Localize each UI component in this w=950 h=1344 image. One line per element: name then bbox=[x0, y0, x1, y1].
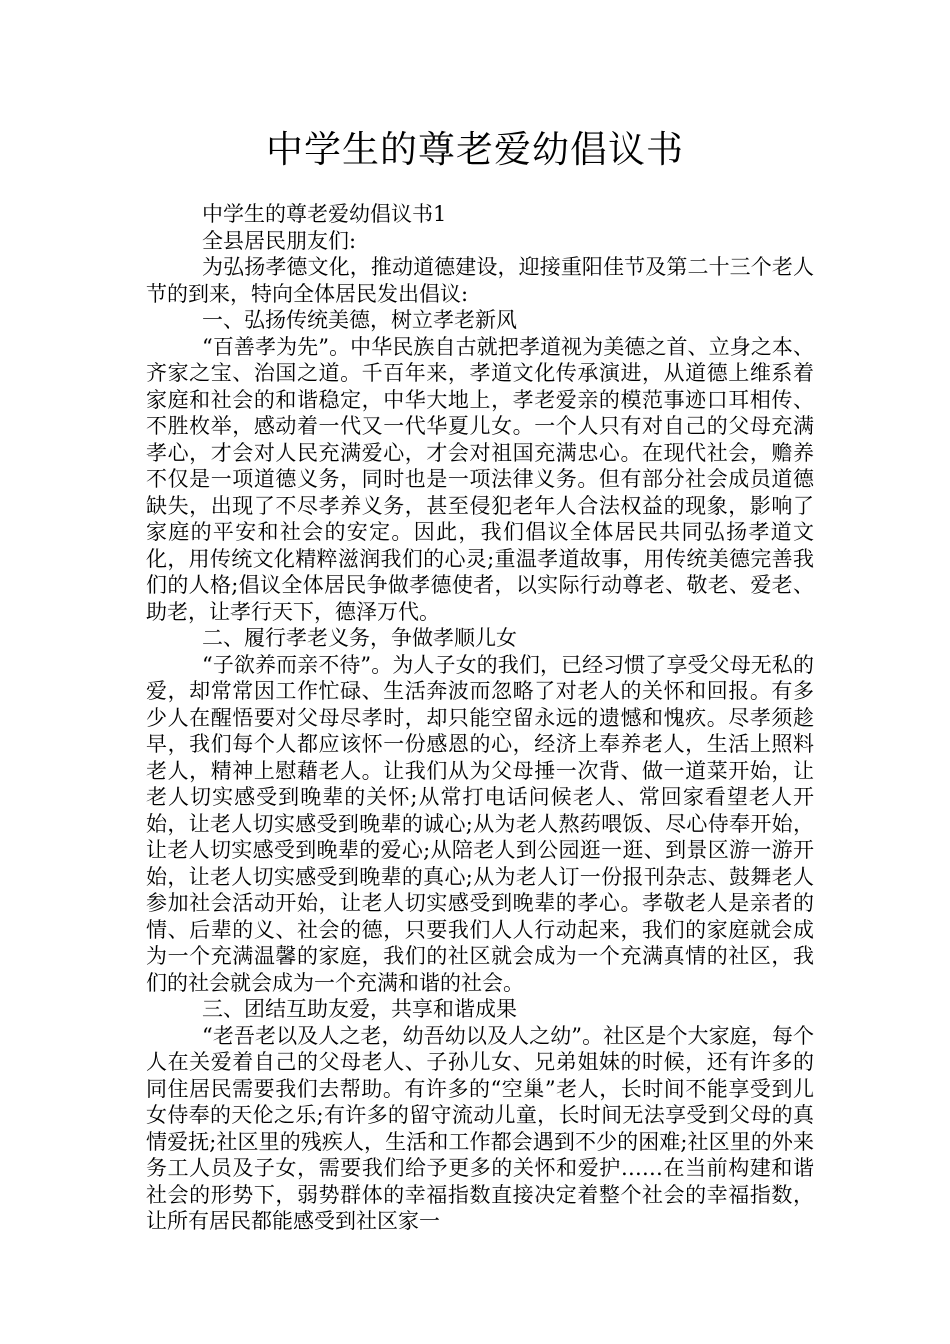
section-paragraph-1: “百善孝为先”。中华民族自古就把孝道视为美德之首、立身之本、齐家之宝、治国之道。千百年来，孝道文化传承演进，从道德上维系着家庭和社会的和谐稳定，中华大地上，孝老爱亲的模范事迹口耳相传、不胜枚举，感动着一代又一代华夏儿女。一个人只有对自己的父母充满孝心，才会对人民充满爱心，才会对祖国充满忠心。在现代社会，赡养不仅是一项道德义务，同时也是一项法律义务。但有部分社会成员道德缺失，出现了不尽孝养义务，甚至侵犯老年人合法权益的现象，影响了家庭的平安和社会的安定。因此，我们倡议全体居民共同弘扬孝道文化，用传统文化精粹滋润我们的心灵;重温孝道故事，用传统美德完善我们的人格;倡议全体居民争做孝德使者，以实际行动尊老、敬老、爱老、助老，让孝行天下，德泽万代。 bbox=[146, 334, 814, 624]
document-title: 中学生的尊老爱幼倡议书 bbox=[266, 128, 684, 171]
document-body bbox=[146, 201, 814, 1235]
salutation: 全县居民朋友们: bbox=[202, 228, 357, 253]
section-paragraph-3: “老吾老以及人之老，幼吾幼以及人之幼”。社区是个大家庭，每个人在关爱着自己的父母老人、子孙儿女、兄弟姐妹的时候，还有许多的同住居民需要我们去帮助。有许多的“空巢”老人，长时间不能享受到儿女侍奉的天伦之乐;有许多的留守流动儿童，长时间无法享受到父母的真情爱抚;社区里的残疾人，生活和工作都会遇到不少的困难;社区里的外来务工人员及子女，需要我们给予更多的关怀和爱护……在当前构建和谐社会的形势下，弱势群体的幸福指数直接决定着整个社会的幸福指数，让所有居民都能感受到社区家一 bbox=[146, 1023, 814, 1233]
section-heading-2: 二、履行孝老义务，争做孝顺儿女 bbox=[202, 626, 517, 650]
document-subtitle: 中学生的尊老爱幼倡议书1 bbox=[202, 202, 447, 226]
intro-paragraph: 为弘扬孝德文化，推动道德建设，迎接重阳佳节及第二十三个老人节的到来，特向全体居民发出倡议: bbox=[146, 255, 814, 306]
section-paragraph-2: “子欲养而亲不待”。为人子女的我们，已经习惯了享受父母无私的爱，却常常因工作忙碌、生活奔波而忽略了对老人的关怀和回报。有多少人在醒悟要对父母尽孝时，却只能空留永远的遗憾和愧疚。尽孝须趁早，我们每个人都应该怀一份感恩的心，经济上奉养老人，生活上照料老人，精神上慰藉老人。让我们从为父母捶一次背、做一道菜开始，让老人切实感受到晚辈的关怀;从常打电话问候老人、常回家看望老人开始，让老人切实感受到晚辈的诚心;从为老人熬药喂饭、尽心侍奉开始，让老人切实感受到晚辈的爱心;从陪老人到公园逛一逛、到景区游一游开始，让老人切实感受到晚辈的真心;从为老人订一份报刊杂志、鼓舞老人参加社会活动开始，让老人切实感受到晚辈的孝心。孝敬老人是亲者的情、后辈的义、社会的德，只要我们人人行动起来，我们的家庭就会成为一个充满温馨的家庭，我们的社区就会成为一个充满真情的社区，我们的社会就会成为一个充满和谐的社会。 bbox=[146, 652, 814, 995]
section-heading-1: 一、弘扬传统美德，树立孝老新风 bbox=[202, 308, 517, 332]
section-heading-3: 三、团结互助友爱，共享和谐成果 bbox=[202, 997, 517, 1021]
